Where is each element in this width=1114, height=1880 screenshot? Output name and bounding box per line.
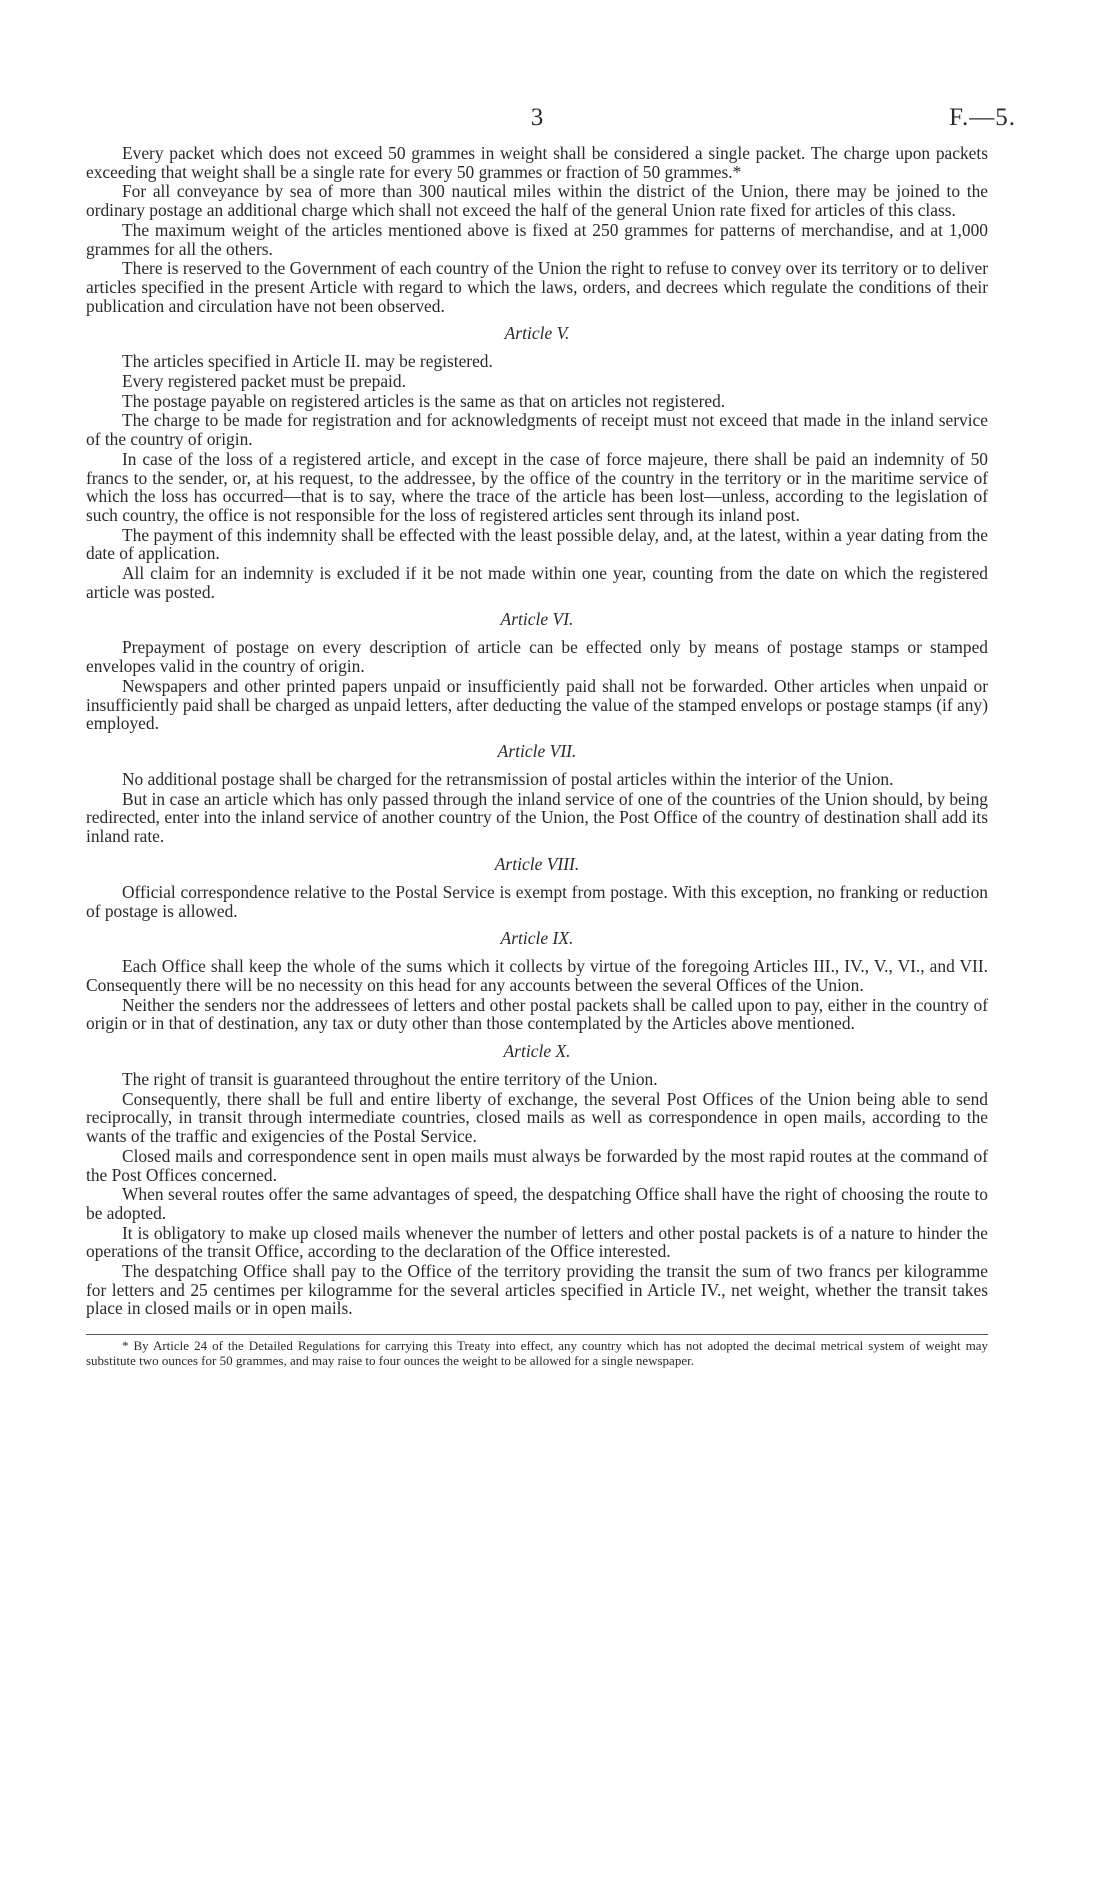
paragraph: The maximum weight of the articles mentioned above is fixed at 250 grammes for patterns of merchandise, and at 1,000 grammes for all the others. [86,219,988,259]
intro-section [86,144,988,315]
paragraph: It is obligatory to make up closed mails whenever the number of letters and other postal packets is of a nature to hinder the operations of the transit Office, according to the declaration of the Office interested. [86,1222,988,1262]
paragraph: Closed mails and correspondence sent in open mails must always be forwarded by the most rapid routes at the command of the Post Offices concerned. [86,1145,988,1185]
article-ix [86,928,988,1033]
paragraph: When several routes offer the same advantages of speed, the despatching Office shall have the right of choosing the route to be adopted. [86,1184,988,1223]
paragraph: Neither the senders nor the addressees of letters and other postal packets shall be called upon to pay, either in the country of origin or in that of destination, any tax or duty other than those contemplated by the Articles above mentioned. [86,994,988,1034]
paragraph: Consequently, there shall be full and entire liberty of exchange, the several Post Offices of the Union being able to send reciprocally, in transit through intermediate countries, closed mails as well as correspondence in open mails, according to the wants of the traffic and exigencies of the Postal Service. [86,1088,988,1147]
paragraph: All claim for an indemnity is excluded if it be not made within one year, counting from the date on which the registered article was posted. [86,563,988,602]
article-heading: Article V. [504,323,570,344]
paragraph: Official correspondence relative to the Postal Service is exempt from postage. With this exception, no franking or reduction of postage is allowed. [86,881,988,921]
article-heading: Article VIII. [494,853,580,874]
paragraph: Every registered packet must be prepaid. [122,371,406,392]
paragraph: No additional postage shall be charged for the retransmission of postal articles within the interior of the Union. [122,768,894,789]
document-page [86,104,1016,1368]
article-heading: Article VI. [500,609,574,630]
paragraph: The articles specified in Article II. may be registered. [122,351,493,372]
paragraph: In case of the loss of a registered article, and except in the case of force majeure, there shall be paid an indemnity of 50 francs to the sender, or, at his request, to the addressee, by the office of the country in the territory or in the maritime service of which the loss has occurred—that is to say, where the trace of the article has been lost—unless, according to the legislation of such country, the office is not responsible for the loss of registered articles sent through its inland post. [86,448,988,525]
page-number: 3 [530,104,544,131]
article-viii [86,854,988,920]
paragraph: The postage payable on registered articles is the same as that on articles not registered. [122,390,726,411]
paragraph: The payment of this indemnity shall be effected with the least possible delay, and, at the latest, within a year dating from the date of application. [86,524,988,564]
article-vii [86,741,988,846]
article-vi [86,609,988,733]
paragraph: The despatching Office shall pay to the Office of the territory providing the transit the sum of two francs per kilogramme for letters and 25 centimes per kilogramme for the several articles specified in Article IV., net weight, whether the transit takes place in closed mails or in open mails. [86,1261,988,1319]
paragraph: Every packet which does not exceed 50 grammes in weight shall be considered a single packet. The charge upon packets exceeding that weight shall be a single rate for every 50 grammes or fraction of 50 grammes.* [86,143,988,182]
paragraph: Newspapers and other printed papers unpaid or insufficiently paid shall not be forwarded. Other articles when unpaid or insufficiently paid shall be charged as unpaid letters, after deducting the value of the stamped envelops or postage stamps (if any) employed. [86,675,988,734]
footnote-divider [86,1334,988,1335]
article-x [86,1041,988,1318]
paragraph: But in case an article which has only passed through the inland service of one of the countries of the Union should, by being redirected, enter into the inland service of another country of the Union, the Post Office of the country of destination shall add its inland rate. [86,788,988,847]
paragraph: Each Office shall keep the whole of the sums which it collects by virtue of the foregoing Articles III., IV., V., VI., and VII. Consequently there will be no necessity on this head for any accounts between the several Offices of the Union. [86,956,988,995]
article-heading: Article VII. [497,740,577,761]
footnote: * By Article 24 of the Detailed Regulations for carrying this Treaty into effect, any country which has not adopted the decimal metrical system of weight may substitute two ounces for 50 grammes, and may raise to four ounces the weight to be allowed for a single newspaper. [86,1338,988,1368]
article-v [86,323,988,601]
article-heading: Article IX. [500,928,574,949]
article-heading: Article X. [503,1041,571,1062]
paragraph: Prepayment of postage on every description of article can be effected only by means of postage stamps or stamped envelopes valid in the country of origin. [86,637,988,677]
paragraph: For all conveyance by sea of more than 300 nautical miles within the district of the Union, there may be joined to the ordinary postage an additional charge which shall not exceed the half of the general Union rate fixed for articles of this class. [86,181,988,221]
document-code: F.—5. [949,104,1016,131]
paragraph: The right of transit is guaranteed throughout the entire territory of the Union. [122,1069,658,1090]
paragraph: There is reserved to the Government of each country of the Union the right to refuse to convey over its territory or to deliver articles specified in the present Article with regard to which the laws, orders, and decrees which regulate the conditions of their publication and circulation have not been observed. [86,258,988,316]
page-header [86,104,1016,144]
paragraph: The charge to be made for registration and for acknowledgments of receipt must not exceed that made in the inland service of the country of origin. [86,410,988,450]
